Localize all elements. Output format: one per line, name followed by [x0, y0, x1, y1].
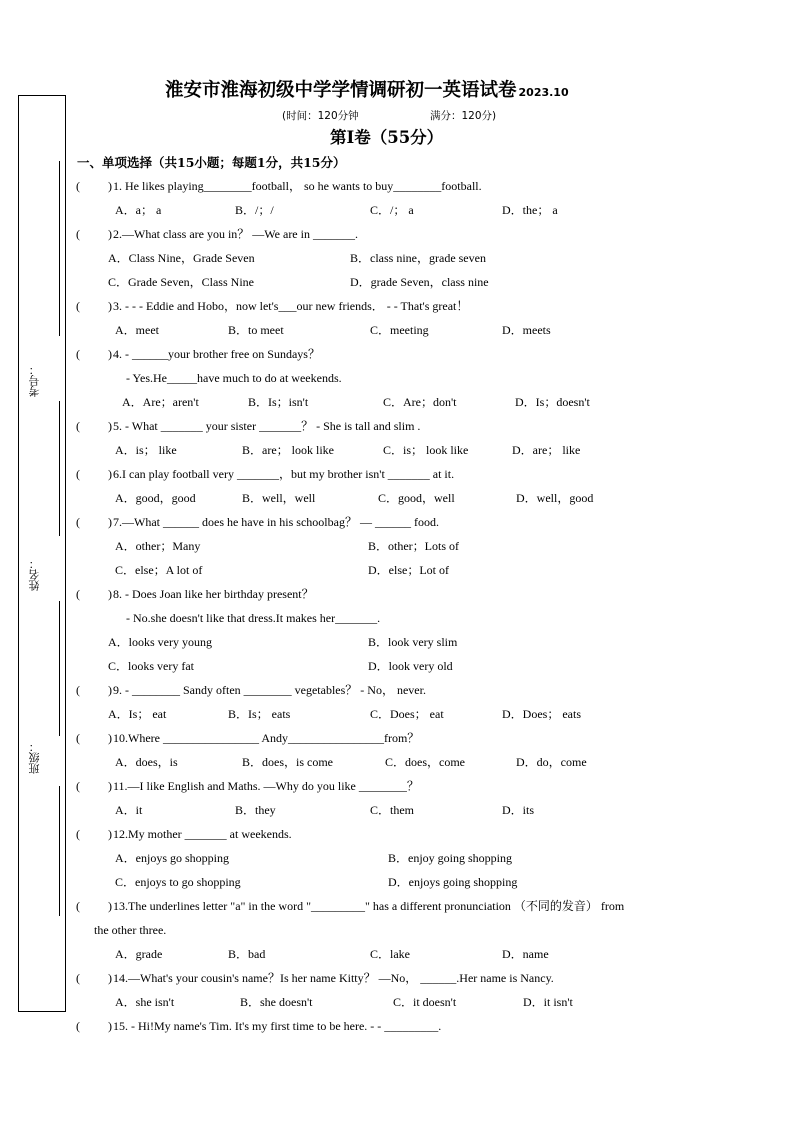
- question-stem: 9. - ________ Sandy often ________ vegetables？ - No， never.: [113, 683, 426, 697]
- part-title: 第Ⅰ卷（55分）: [330, 128, 444, 147]
- option-b: B．they: [235, 803, 276, 817]
- answer-paren-close: ): [108, 347, 112, 361]
- option-b: B．look very slim: [368, 635, 458, 649]
- option-d: D．Is；doesn't: [515, 395, 590, 409]
- option-d: D．else；Lot of: [368, 563, 449, 577]
- option-c: C．Are；don't: [383, 395, 457, 409]
- option-a: A．does，is: [115, 755, 178, 769]
- question-stem: 2.—What class are you in？ —We are in _______.: [113, 227, 358, 241]
- option-b: B．are； look like: [242, 443, 334, 457]
- option-c: C．else；A lot of: [115, 563, 203, 577]
- question-stem: 14.—What's your cousin's name？Is her name Kitty？ —No， ______.Her name is Nancy.: [113, 971, 554, 985]
- option-d: D．meets: [502, 323, 551, 337]
- exam-title: [165, 76, 569, 102]
- option-b: B．/；/: [235, 203, 274, 217]
- option-d: D．name: [502, 947, 549, 961]
- option-a: A．Is； eat: [108, 707, 167, 721]
- option-a: A．enjoys go shopping: [115, 851, 230, 865]
- answer-paren-close: ): [108, 299, 112, 313]
- answer-paren-close: ): [108, 515, 112, 529]
- question-stem: 5. - What _______ your sister _______？ - She is tall and slim .: [113, 419, 421, 433]
- answer-paren-open: (: [76, 515, 80, 529]
- option-a: A．it: [115, 803, 143, 817]
- question-stem-continued: the other three.: [94, 923, 167, 937]
- question-stem: 1. He likes playing________football， so he wants to buy________football.: [113, 179, 482, 193]
- answer-paren-open: (: [76, 1019, 80, 1033]
- option-b: B．enjoy going shopping: [388, 851, 513, 865]
- question-stem-continued: - Yes.He_____have much to do at weekends.: [126, 371, 342, 385]
- binding-margin-box: [18, 95, 66, 1012]
- option-b: B．well，well: [242, 491, 316, 505]
- answer-paren-close: ): [108, 827, 112, 841]
- answer-paren-close: ): [108, 179, 112, 193]
- exam-title-text: 淮安市淮海初级中学学情调研初一英语试卷: [165, 80, 517, 101]
- answer-paren-close: ): [108, 227, 112, 241]
- answer-paren-close: ): [108, 419, 112, 433]
- option-d: D．its: [502, 803, 535, 817]
- question-stem: 10.Where ________________ Andy________________from？: [113, 731, 420, 745]
- answer-paren-open: (: [76, 731, 80, 745]
- answer-paren-open: (: [76, 827, 80, 841]
- exam-no-label: 考号：: [28, 364, 41, 397]
- option-a: A．looks very young: [108, 635, 212, 649]
- option-c: C．Does； eat: [370, 707, 444, 721]
- option-a: A．is； like: [115, 443, 177, 457]
- option-a: A．Are；aren't: [122, 395, 199, 409]
- option-c: C．lake: [370, 947, 410, 961]
- option-d: D．grade Seven，class nine: [350, 275, 489, 289]
- answer-paren-open: (: [76, 299, 80, 313]
- answer-paren-open: (: [76, 467, 80, 481]
- answer-paren-open: (: [76, 779, 80, 793]
- question-stem: 3. - - - Eddie and Hobo，now let's___our new friends． - - That's great！: [113, 299, 469, 313]
- question-stem: 7.—What ______ does he have in his schoolbag？ — ______ food.: [113, 515, 439, 529]
- answer-paren-open: (: [76, 419, 80, 433]
- option-c: C．is； look like: [383, 443, 469, 457]
- option-d: D．are； like: [512, 443, 581, 457]
- answer-paren-close: ): [108, 971, 112, 985]
- question-stem-continued: - No.she doesn't like that dress.It makes her_______.: [126, 611, 381, 625]
- option-b: B．to meet: [228, 323, 284, 337]
- option-c: C．good，well: [378, 491, 455, 505]
- option-c: C．does，come: [385, 755, 465, 769]
- answer-paren-open: (: [76, 683, 80, 697]
- option-c: C．Grade Seven，Class Nine: [108, 275, 254, 289]
- answer-paren-close: ): [108, 1019, 112, 1033]
- option-b: B．Is； eats: [228, 707, 291, 721]
- question-stem: 15. - Hi!My name's Tim. It's my first time to be here. - - _________.: [113, 1019, 442, 1033]
- option-d: D．look very old: [368, 659, 453, 673]
- exam-date: 2023.10: [518, 86, 569, 99]
- time-info: (时间：120分钟: [282, 110, 359, 122]
- option-b: B．other；Lots of: [368, 539, 459, 553]
- option-b: B．she doesn't: [240, 995, 313, 1009]
- answer-paren-open: (: [76, 227, 80, 241]
- answer-paren-open: (: [76, 179, 80, 193]
- question-stem: 4. - ______your brother free on Sundays？: [113, 347, 320, 361]
- option-a: A．good，good: [115, 491, 196, 505]
- option-d: D．the； a: [502, 203, 558, 217]
- option-d: D．do，come: [516, 755, 587, 769]
- option-b: B．bad: [228, 947, 266, 961]
- option-d: D．it isn't: [523, 995, 573, 1009]
- question-stem: 13.The underlines letter "a" in the word "_________" has a different pronunciation （不同的发音） from: [113, 899, 625, 913]
- option-d: D．enjoys going shopping: [388, 875, 518, 889]
- answer-paren-close: ): [108, 587, 112, 601]
- option-d: D．Does； eats: [502, 707, 581, 721]
- answer-paren-open: (: [76, 587, 80, 601]
- option-b: B．Is；isn't: [248, 395, 309, 409]
- name-line: [59, 601, 60, 736]
- option-c: C．looks very fat: [108, 659, 194, 673]
- exam-no-line-2: [59, 401, 60, 536]
- answer-paren-close: ): [108, 899, 112, 913]
- option-a: A．she isn't: [115, 995, 175, 1009]
- class-label: 班级：: [28, 741, 41, 774]
- option-c: C．enjoys to go shopping: [115, 875, 241, 889]
- option-c: C．it doesn't: [393, 995, 457, 1009]
- option-b: B．does，is come: [242, 755, 333, 769]
- option-a: A．a； a: [115, 203, 162, 217]
- question-stem: 12.My mother _______ at weekends.: [113, 827, 292, 841]
- score-info: 满分：120分): [430, 110, 497, 122]
- answer-paren-close: ): [108, 467, 112, 481]
- option-a: A．Class Nine，Grade Seven: [108, 251, 255, 265]
- section-heading: 一、单项选择（共15小题；每题1分，共15分）: [77, 155, 346, 170]
- option-d: D．well，good: [516, 491, 594, 505]
- option-c: C．them: [370, 803, 414, 817]
- answer-paren-open: (: [76, 971, 80, 985]
- option-a: A．grade: [115, 947, 163, 961]
- question-stem: 8. - Does Joan like her birthday present？: [113, 587, 314, 601]
- option-a: A．other；Many: [115, 539, 201, 553]
- name-label: 姓名：: [28, 558, 41, 591]
- answer-paren-open: (: [76, 899, 80, 913]
- question-stem: 11.—I like English and Maths. —Why do you like ________？: [113, 779, 419, 793]
- option-a: A．meet: [115, 323, 159, 337]
- answer-paren-open: (: [76, 347, 80, 361]
- answer-paren-close: ): [108, 779, 112, 793]
- answer-paren-close: ): [108, 731, 112, 745]
- class-line: [59, 786, 60, 916]
- option-c: C．meeting: [370, 323, 429, 337]
- question-stem: 6.I can play football very _______，but my brother isn't _______ at it.: [113, 467, 455, 481]
- answer-paren-close: ): [108, 683, 112, 697]
- option-b: B．class nine，grade seven: [350, 251, 486, 265]
- exam-no-line: [59, 161, 60, 336]
- option-c: C．/； a: [370, 203, 414, 217]
